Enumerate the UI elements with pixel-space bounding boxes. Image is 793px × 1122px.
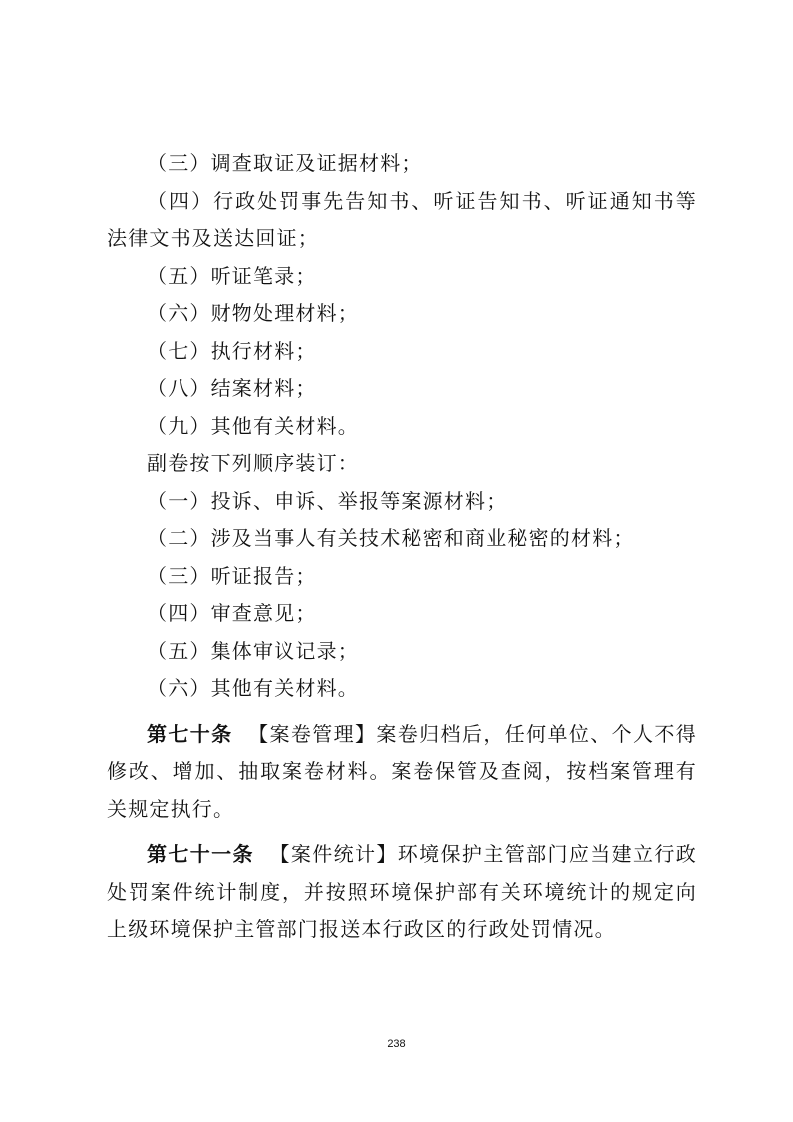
sub-volume-item-1: （一）投诉、申诉、举报等案源材料； [147,488,508,513]
sub-volume-item-2: （二）涉及当事人有关技术秘密和商业秘密的材料； [147,526,635,550]
article-70-text: 案卷归档后，任何单位、个人不得修改、增加、抽取案卷材料。案卷保管及查阅，按档案管理有关规定执行。 [107,721,698,821]
article-70-title: 【案卷管理】 [248,721,377,746]
sub-volume-item-5: （五）集体审议记录； [147,638,359,663]
sub-volume-item-6: （六）其他有关材料。 [147,676,359,700]
main-volume-item-9: （九）其他有关材料。 [147,413,359,438]
article-71-title: 【案件统计】 [269,842,398,866]
main-volume-item-6: （六）财物处理材料； [147,301,359,325]
page-number: 238 [387,1038,406,1050]
article-71-number: 第七十一条 [147,842,254,866]
sub-volume-item-4: （四）审查意见； [147,601,317,625]
sub-volume-item-3: （三）听证报告； [147,563,317,588]
article-70 [107,716,697,829]
main-volume-item-7: （七）执行材料； [147,338,317,363]
page-body [107,145,697,949]
main-volume-item-3: （三）调查取证及证据材料； [147,151,423,175]
sub-volume-heading: 副卷按下列顺序装订： [147,451,359,475]
main-volume-item-8: （八）结案材料； [147,376,317,400]
main-volume-item-5: （五）听证笔录； [147,263,317,288]
main-volume-item-4: （四）行政处罚事先告知书、听证告知书、听证通知书等法律文书及送达回证； [107,188,697,250]
article-71-text: 环境保护主管部门应当建立行政处罚案件统计制度，并按照环境保护部有关环境统计的规定向上级环境保护主管部门报送本行政区的行政处罚情况。 [107,842,697,941]
article-71 [107,836,697,949]
article-70-number: 第七十条 [147,721,233,746]
